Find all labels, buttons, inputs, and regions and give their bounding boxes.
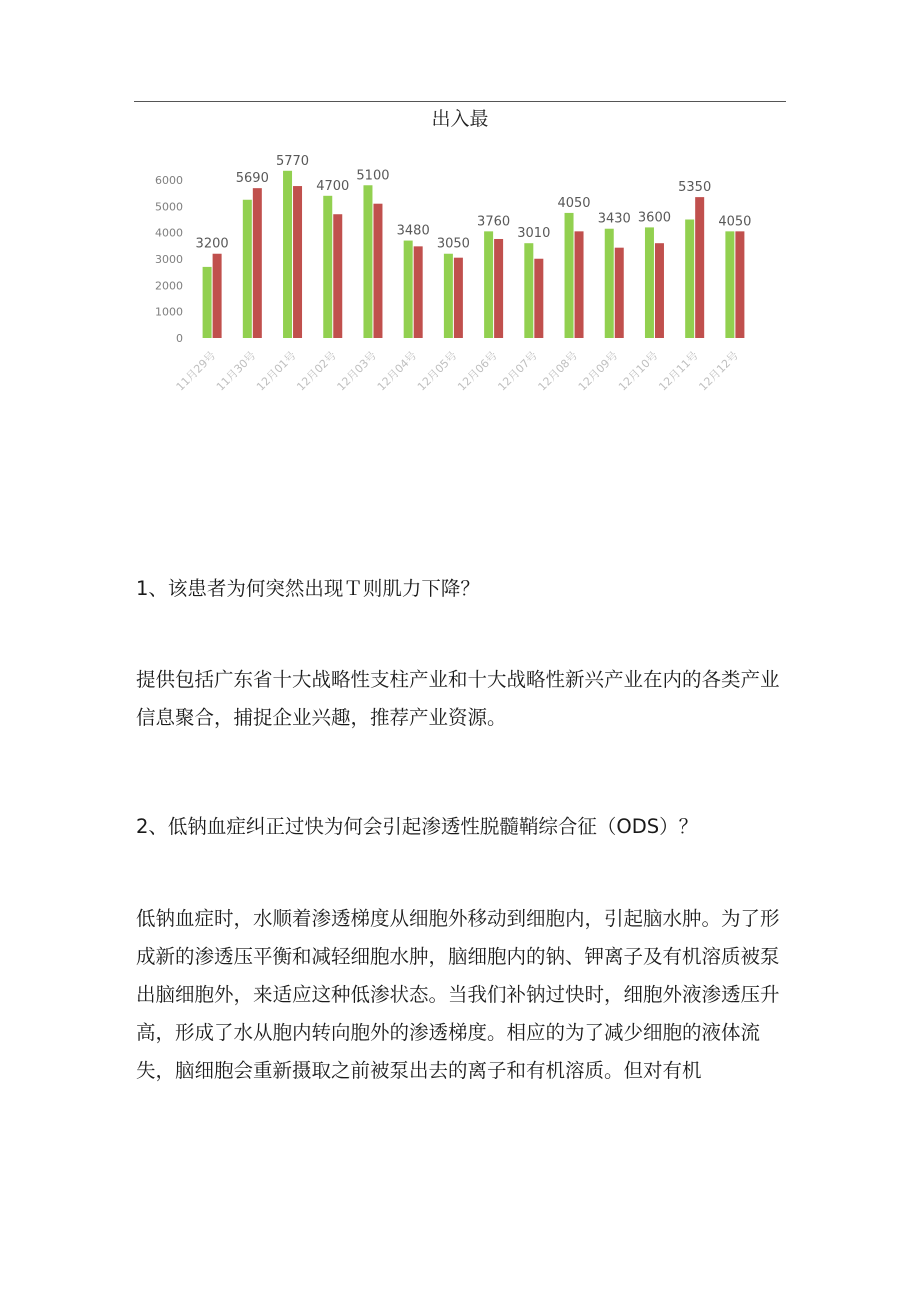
data-label: 3010 (517, 226, 551, 242)
bar-series-1 (323, 196, 332, 338)
bar-series-2 (494, 239, 503, 338)
x-tick-label: 12月10号 (616, 348, 661, 394)
bar-series-2 (655, 243, 664, 338)
bar-series-2 (373, 204, 382, 338)
bar-series-2 (615, 248, 624, 338)
y-tick-label: 3000 (155, 253, 183, 266)
y-tick-label: 5000 (155, 200, 183, 214)
data-label: 5770 (275, 153, 310, 169)
bar-series-2 (575, 231, 584, 338)
bar-series-1 (645, 227, 654, 338)
x-tick-label: 11月30号 (213, 348, 259, 394)
bar-series-2 (253, 188, 262, 338)
x-tick-label: 12月12号 (696, 348, 742, 394)
question-2: 2、低钠血症纠正过快为何会引起渗透性脱髓鞘综合征（ODS）？ (136, 815, 699, 838)
x-tick-label: 12月03号 (334, 348, 380, 394)
bar-series-1 (484, 231, 493, 338)
bar-series-1 (725, 231, 734, 338)
y-tick-label: 6000 (155, 174, 183, 187)
y-tick-label: 2000 (155, 279, 183, 293)
x-tick-label: 12月06号 (455, 348, 500, 394)
bar-series-2 (735, 231, 744, 338)
y-tick-label: 4000 (155, 226, 183, 240)
x-tick-label: 12月01号 (254, 348, 299, 394)
x-tick-label: 12月02号 (294, 348, 339, 394)
data-label: 5350 (678, 180, 712, 196)
data-label: 3200 (195, 236, 229, 252)
x-tick-label: 12月07号 (495, 348, 540, 394)
data-label: 5690 (235, 171, 269, 187)
bar-series-1 (444, 254, 453, 338)
bar-series-2 (695, 197, 704, 338)
bar-series-2 (293, 186, 302, 338)
bar-series-2 (333, 214, 342, 338)
data-label: 4050 (718, 214, 752, 230)
x-tick-label: 12月08号 (535, 348, 581, 394)
bar-series-1 (605, 229, 614, 338)
data-label: 3480 (396, 223, 430, 239)
x-tick-label: 12月04号 (374, 348, 420, 394)
data-label: 3760 (477, 214, 511, 230)
data-label: 3600 (637, 210, 672, 226)
data-label: 5100 (356, 168, 390, 184)
y-tick-label: 0 (176, 332, 183, 345)
x-tick-label: 12月11号 (656, 348, 701, 394)
data-label: 4700 (316, 178, 350, 194)
x-tick-label: 12月05号 (414, 348, 460, 394)
bar-series-2 (414, 246, 423, 338)
x-tick-label: 12月09号 (575, 348, 621, 394)
answer-1: 提供包括广东省十大战略性支柱产业和十大战略性新兴产业在内的各类产业信息聚合，捕捉企业兴趣，推荐产业资源。 (136, 668, 780, 729)
bar-series-1 (565, 213, 574, 338)
bar-series-2 (213, 254, 222, 338)
data-label: 4050 (557, 195, 591, 211)
bar-series-1 (363, 185, 372, 338)
y-tick-label: 1000 (155, 305, 183, 319)
data-label: 3430 (597, 211, 631, 227)
answer-2: 低钠血症时，水顺着渗透梯度从细胞外移动到细胞内，引起脑水肿。为了形成新的渗透压平衡和减轻细胞水肿，脑细胞内的钠、钾离子及有机溶质被泵出脑细胞外，来适应这种低渗状态。当我们补钠过快时，细胞外液渗透压升高，形成了水从胞内转向胞外的渗透梯度。相应的为了减少细胞的液体流失，脑细胞会重新摄取之前被泵出去的离子和有机溶质。但对有机 (136, 907, 780, 1082)
x-tick-label: 11月29号 (173, 348, 219, 394)
bar-series-1 (524, 243, 533, 338)
bar-chart (130, 150, 770, 420)
bar-series-1 (203, 267, 212, 338)
bar-series-1 (283, 171, 292, 338)
chart-title: 出入最 (431, 108, 489, 130)
bar-series-2 (454, 258, 463, 338)
top-divider (134, 101, 786, 102)
bar-series-1 (243, 200, 252, 338)
bar-series-1 (404, 241, 413, 338)
data-label: 3050 (436, 236, 470, 252)
bar-series-1 (685, 220, 694, 339)
bar-series-2 (534, 259, 543, 338)
question-1: 1、该患者为何突然出现Ｔ则肌力下降？ (136, 577, 480, 600)
